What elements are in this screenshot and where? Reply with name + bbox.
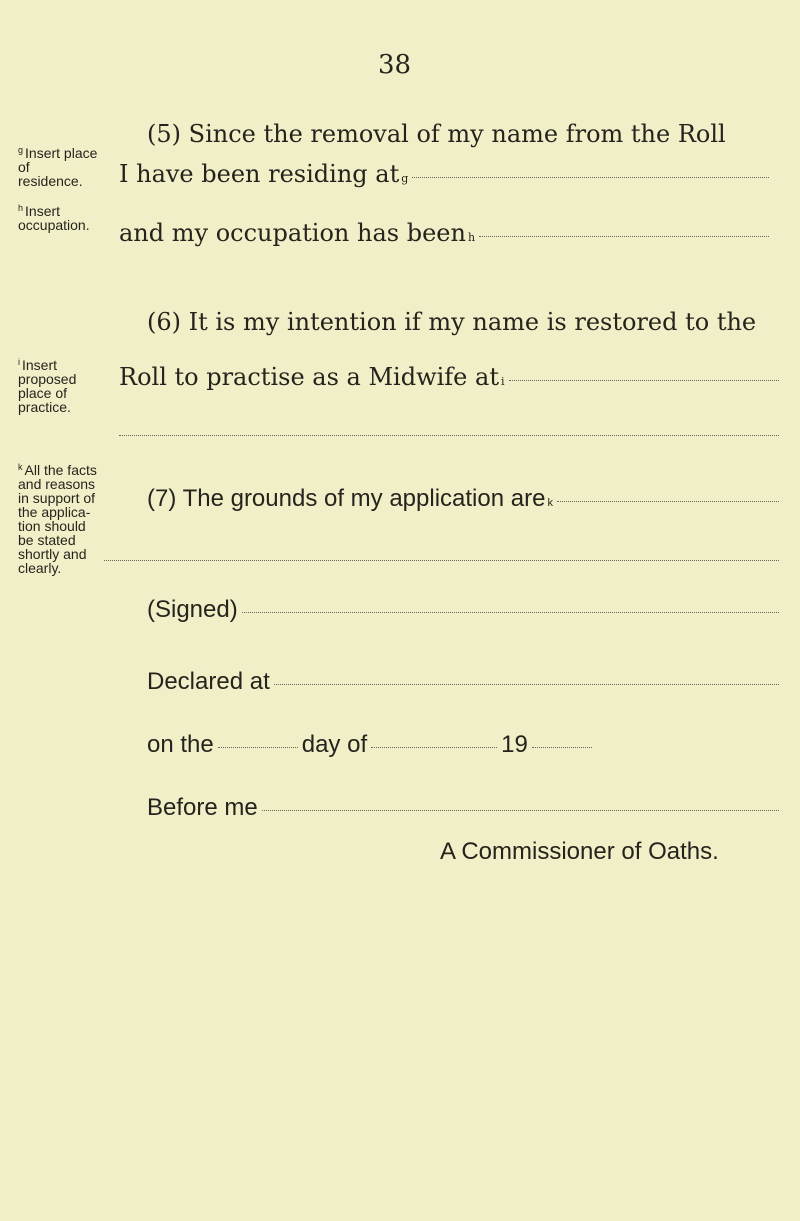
margin-note-text: Insert place of residence.: [18, 145, 98, 189]
residence-field[interactable]: [412, 176, 769, 178]
grounds-field[interactable]: [557, 500, 779, 502]
grounds-label: (7) The grounds of my application are: [147, 485, 546, 512]
practice-label: Roll to practise as a Midwife at: [119, 363, 499, 391]
signed-label: (Signed): [147, 596, 238, 623]
year-prefix: 19: [501, 731, 528, 758]
day-field[interactable]: [218, 746, 298, 748]
declared-at-field[interactable]: [274, 683, 779, 685]
residence-label: I have been residing at: [119, 160, 400, 188]
occupation-line: [119, 221, 769, 245]
signature-field[interactable]: [242, 611, 779, 613]
footnote-marker: g: [18, 145, 24, 155]
margin-note-text: Insert occupation.: [18, 203, 90, 233]
page-number: 38: [378, 50, 412, 80]
occupation-label: and my occupation has been: [119, 219, 466, 247]
before-me-line: [147, 796, 779, 820]
clause-6-heading: [147, 310, 777, 334]
clause-5-heading: [147, 122, 767, 146]
footnote-marker: i: [500, 375, 505, 388]
grounds-line: [147, 487, 779, 511]
margin-note-text: Insert proposed place of practice.: [18, 357, 77, 415]
on-the-label: on the: [147, 731, 214, 758]
footnote-marker: i: [18, 357, 20, 367]
margin-note-residence: [18, 143, 98, 188]
clause-5-text: (5) Since the removal of my name from the Roll: [147, 120, 726, 148]
month-field[interactable]: [371, 746, 497, 748]
day-of-label: day of: [301, 731, 368, 758]
margin-note-practice: [18, 355, 90, 414]
signed-line: [147, 598, 779, 622]
clause-6-text: (6) It is my intention if my name is restored to the: [147, 308, 757, 336]
practice-field[interactable]: [509, 379, 780, 381]
residence-line: [119, 162, 769, 186]
footnote-marker: h: [18, 203, 24, 213]
practice-field-continuation[interactable]: [119, 435, 779, 436]
practice-line: [119, 365, 779, 389]
before-me-label: Before me: [147, 794, 258, 821]
commissioner-title: A Commissioner of Oaths.: [440, 838, 719, 865]
declared-at-label: Declared at: [147, 668, 270, 695]
footnote-marker: k: [547, 497, 553, 509]
footnote-marker: h: [467, 231, 476, 244]
occupation-field[interactable]: [479, 235, 769, 237]
declared-at-line: [147, 670, 779, 694]
commissioner-field[interactable]: [262, 809, 779, 811]
margin-note-text: All the facts and reasons in support of the applica- tion should be stated shortly and clearly.: [18, 462, 97, 576]
date-line: [147, 733, 767, 757]
year-field[interactable]: [532, 746, 592, 748]
footnote-marker: g: [401, 172, 409, 185]
grounds-field-continuation[interactable]: [104, 560, 779, 561]
footnote-marker: k: [18, 462, 23, 472]
margin-note-occupation: [18, 201, 98, 232]
margin-note-grounds: [18, 460, 98, 575]
